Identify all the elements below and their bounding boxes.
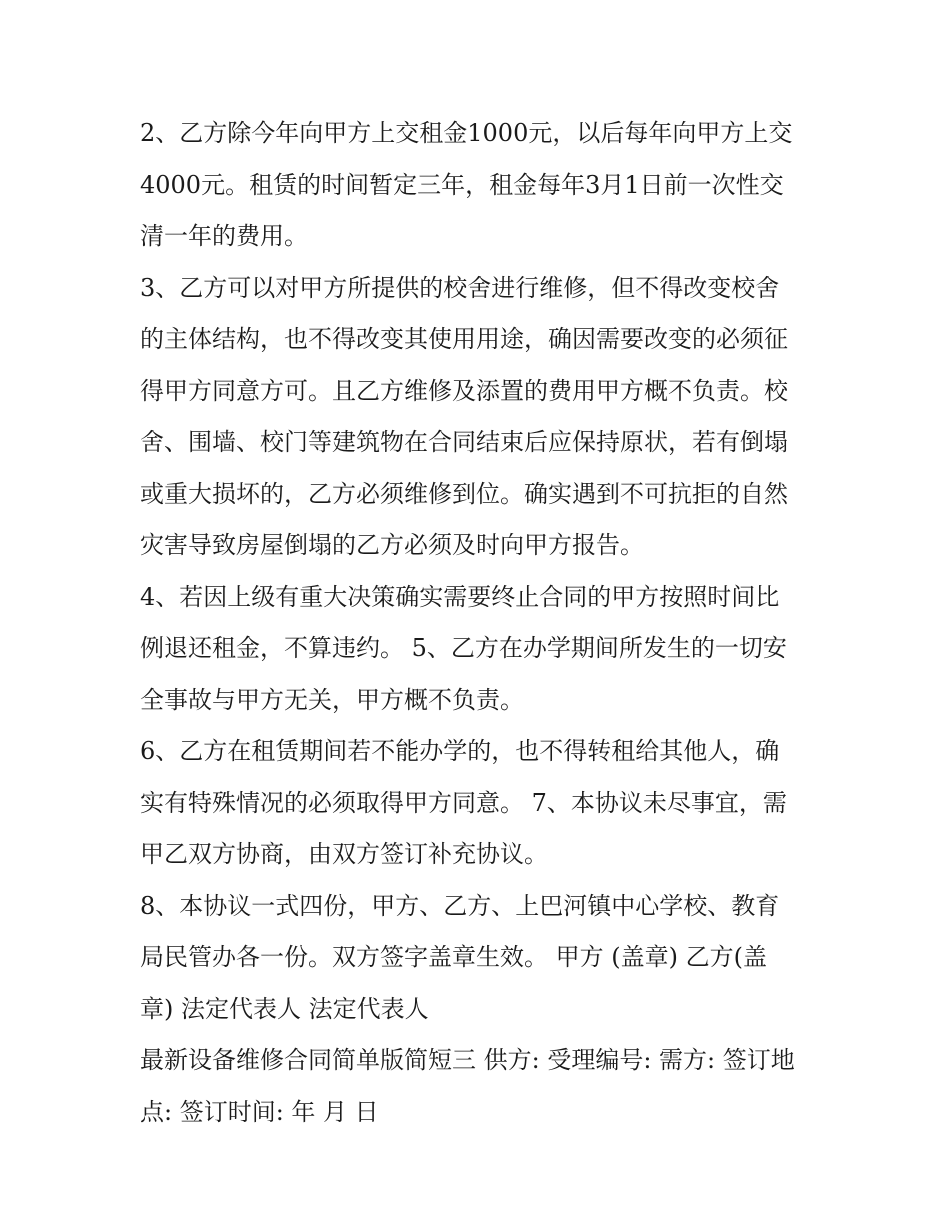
text-line: 点: 签订时间: 年 月 日 bbox=[140, 1097, 379, 1126]
text-line: 局民管办各一份。双方签字盖章生效。 甲方 (盖章) 乙方(盖 bbox=[140, 943, 767, 971]
text-line: 或重大损坏的，乙方必须维修到位。确实遇到不可抗拒的自然 bbox=[140, 479, 788, 508]
paragraph-contract-three-header bbox=[140, 1035, 820, 1138]
document-body bbox=[140, 108, 820, 1138]
paragraph-clause-3 bbox=[140, 263, 820, 572]
text-line: 章) 法定代表人 法定代表人 bbox=[140, 994, 429, 1023]
text-line: 实有特殊情况的必须取得甲方同意。 7、本协议未尽事宜，需 bbox=[140, 788, 787, 817]
text-line: 舍、围墙、校门等建筑物在合同结束后应保持原状，若有倒塌 bbox=[140, 428, 788, 456]
paragraph-clause-6-7 bbox=[140, 726, 820, 881]
text-line: 灾害导致房屋倒塌的乙方必须及时向甲方报告。 bbox=[140, 531, 644, 559]
text-line: 4000元。租赁的时间暂定三年，租金每年3月1日前一次性交 bbox=[140, 170, 784, 199]
text-line: 8、本协议一式四份，甲方、乙方、上巴河镇中心学校、教育 bbox=[140, 891, 780, 920]
text-line: 全事故与甲方无关，甲方概不负责。 bbox=[140, 685, 524, 714]
text-line: 最新设备维修合同简单版简短三 供方: 受理编号: 需方: 签订地 bbox=[140, 1046, 795, 1074]
text-line: 得甲方同意方可。且乙方维修及添置的费用甲方概不负责。校 bbox=[140, 376, 788, 405]
text-line: 2、乙方除今年向甲方上交租金1000元，以后每年向甲方上交 bbox=[140, 119, 793, 147]
paragraph-clause-4-5 bbox=[140, 572, 820, 727]
text-line: 清一年的费用。 bbox=[140, 222, 308, 250]
text-line: 的主体结构，也不得改变其使用用途，确因需要改变的必须征 bbox=[140, 325, 788, 353]
text-line: 4、若因上级有重大决策确实需要终止合同的甲方按照时间比 bbox=[140, 582, 780, 611]
paragraph-clause-2 bbox=[140, 108, 820, 263]
text-line: 3、乙方可以对甲方所提供的校舍进行维修，但不得改变校舍 bbox=[140, 273, 780, 302]
text-line: 甲乙双方协商，由双方签订补充协议。 bbox=[140, 840, 548, 868]
text-line: 6、乙方在租赁期间若不能办学的，也不得转租给其他人，确 bbox=[140, 737, 780, 765]
text-line: 例退还租金，不算违约。 5、乙方在办学期间所发生的一切安 bbox=[140, 634, 787, 662]
paragraph-clause-8 bbox=[140, 881, 820, 1036]
